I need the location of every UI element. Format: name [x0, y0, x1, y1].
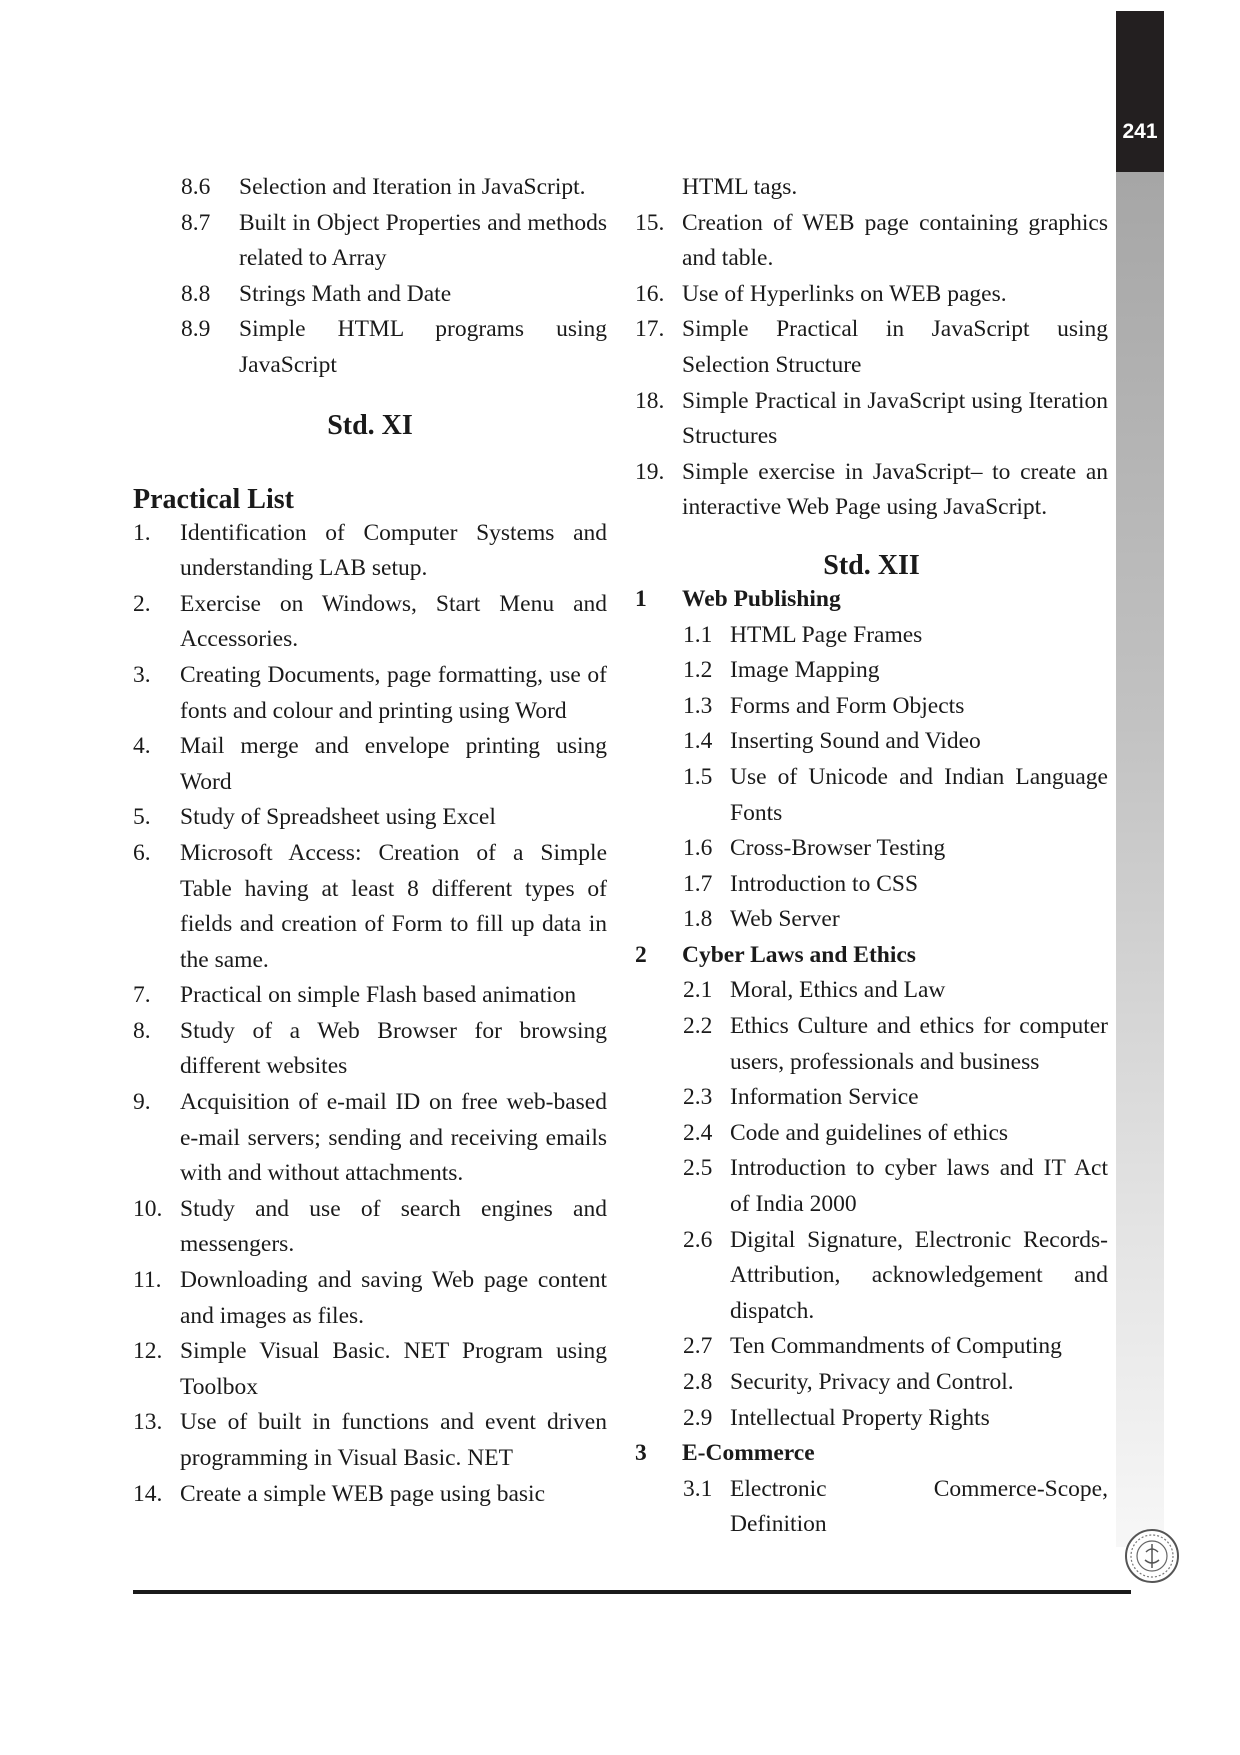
emblem-seal-icon [1124, 1528, 1180, 1584]
item-text: Simple Practical in JavaScript using Iteration Structures [682, 387, 1108, 450]
list-item [635, 831, 1108, 867]
item-number: 8. [133, 1017, 151, 1044]
item-text: Creating Documents, page formatting, use of fonts and colour and printing using Word [180, 661, 607, 724]
item-number: 2.8 [683, 1369, 713, 1395]
item-text: Simple HTML programs using JavaScript [239, 316, 607, 378]
item-number: 7. [133, 982, 151, 1009]
list-item [133, 1334, 607, 1405]
item-text: Acquisition of e-mail ID on free web-based e-mail servers; sending and receiving emails with and without attachments. [180, 1089, 607, 1187]
item-number: 2.6 [683, 1226, 713, 1253]
side-gradient-bar [1116, 172, 1164, 1547]
item-text: Digital Signature, Electronic Records-Attribution, acknowledgement and dispatch. [730, 1226, 1108, 1324]
item-number: 2.9 [683, 1404, 713, 1431]
item-text: Mail merge and envelope printing using Word [180, 733, 607, 795]
list-item [635, 1329, 1108, 1365]
item-number: 2.2 [683, 1013, 713, 1040]
item-text: Creation of WEB page containing graphics and table. [682, 209, 1108, 272]
item-text: HTML Page Frames [730, 621, 923, 648]
item-text: Use of Unicode and Indian Language Fonts [730, 763, 1108, 826]
item-number: 3. [133, 661, 151, 688]
unit-heading [635, 582, 1108, 618]
item-text: Identification of Computer Systems and understanding LAB setup. [180, 519, 607, 582]
page-number: 241 [1122, 120, 1158, 143]
item-text: Cross-Browser Testing [730, 835, 946, 862]
list-item [635, 312, 1108, 383]
item-number: 4. [133, 733, 151, 760]
list-item [133, 836, 607, 978]
list-item [635, 618, 1108, 654]
list-item [133, 978, 607, 1014]
item-number: 11. [133, 1267, 162, 1294]
item-text: Moral, Ethics and Law [730, 977, 946, 1004]
list-item [133, 1192, 607, 1263]
item-text: Introduction to cyber laws and IT Act of India 2000 [730, 1155, 1108, 1218]
item-text: Study and use of search engines and messengers. [180, 1195, 607, 1258]
item-text: Exercise on Windows, Start Menu and Accessories. [180, 590, 607, 653]
list-item [133, 658, 607, 729]
item-number: 2.1 [683, 977, 713, 1004]
std-xii-heading: Std. XII [823, 549, 920, 581]
item-number: 10. [133, 1195, 163, 1222]
item-number: 5. [133, 804, 151, 831]
item-number: 1.8 [683, 906, 713, 933]
unit-title: Web Publishing [682, 585, 841, 612]
list-item [635, 867, 1108, 903]
item-text: Simple Practical in JavaScript using Selection Structure [682, 316, 1108, 378]
item-text: Study of a Web Browser for browsing different websites [180, 1017, 607, 1080]
item-number: 1.6 [683, 835, 713, 862]
list-item [635, 1223, 1108, 1330]
item-text: Electronic Commerce-Scope, Definition [730, 1475, 1108, 1538]
item-text: Strings Math and Date [239, 280, 452, 307]
list-item [133, 312, 607, 383]
list-item [635, 1401, 1108, 1437]
bottom-rule [133, 1590, 1131, 1594]
std-xi-heading: Std. XI [327, 409, 413, 441]
item-number: 9. [133, 1089, 151, 1116]
list-item [133, 1405, 607, 1476]
list-item [635, 1080, 1108, 1116]
item-number: 2.3 [683, 1084, 713, 1111]
list-item [133, 587, 607, 658]
list-item-continuation [635, 170, 1108, 206]
item-number: 8.6 [181, 174, 211, 200]
item-number: 1.3 [683, 692, 713, 719]
item-number: 8.7 [181, 209, 211, 236]
list-item [635, 653, 1108, 689]
item-number: 2. [133, 590, 151, 617]
item-number: 18. [635, 387, 665, 414]
item-text: Create a simple WEB page using basic [180, 1480, 546, 1507]
list-item [635, 689, 1108, 725]
item-text: Forms and Form Objects [730, 692, 965, 719]
item-text: Simple exercise in JavaScript– to create an interactive Web Page using JavaScript. [682, 458, 1108, 521]
unit-title: E-Commerce [682, 1440, 815, 1467]
item-text: Selection and Iteration in JavaScript. [239, 174, 586, 200]
unit-heading [635, 938, 1108, 974]
item-number: 1.4 [683, 728, 713, 755]
practical-list-heading: Practical List [133, 483, 294, 515]
item-text: Use of Hyperlinks on WEB pages. [682, 280, 1007, 307]
item-text: Built in Object Properties and methods related to Array [239, 209, 607, 272]
list-item [133, 277, 607, 313]
unit-number: 1 [635, 585, 647, 612]
item-number: 14. [133, 1480, 163, 1507]
item-text: Ethics Culture and ethics for computer users, professionals and business [730, 1013, 1108, 1075]
unit-title: Cyber Laws and Ethics [682, 941, 916, 968]
item-text: Ten Commandments of Computing [730, 1333, 1062, 1360]
item-number: 1.1 [683, 621, 713, 648]
item-number: 6. [133, 839, 151, 866]
list-item [133, 170, 607, 206]
list-item [635, 760, 1108, 831]
item-number: 1.2 [683, 657, 713, 684]
list-item [133, 729, 607, 800]
item-number: 8.8 [181, 280, 211, 307]
item-text: Security, Privacy and Control. [730, 1369, 1014, 1395]
item-text: Code and guidelines of ethics [730, 1119, 1009, 1146]
list-item [635, 1009, 1108, 1080]
list-item [635, 455, 1108, 526]
item-text: Image Mapping [730, 657, 880, 684]
item-number: 3.1 [683, 1475, 713, 1502]
unit-heading [635, 1436, 1108, 1472]
item-number: 16. [635, 280, 665, 307]
item-number: 1.7 [683, 870, 713, 897]
list-item [635, 384, 1108, 455]
item-number: 13. [133, 1409, 163, 1436]
list-item [133, 1014, 607, 1085]
list-item [133, 1085, 607, 1192]
unit-number: 3 [635, 1440, 647, 1467]
item-text: Use of built in functions and event driven programming in Visual Basic. NET [180, 1409, 607, 1471]
item-text: Study of Spreadsheet using Excel [180, 804, 496, 831]
item-text: Downloading and saving Web page content and images as files. [180, 1267, 607, 1329]
item-text: Microsoft Access: Creation of a Simple Table having at least 8 different types of fields and creation of Form to fill up data in the same. [180, 839, 607, 973]
item-number: 2.7 [683, 1333, 713, 1360]
item-number: 2.5 [683, 1155, 713, 1182]
item-number: 19. [635, 458, 665, 485]
list-item [635, 973, 1108, 1009]
item-text: Practical on simple Flash based animation [180, 982, 577, 1009]
list-item [635, 1151, 1108, 1222]
right-column [635, 170, 1108, 1543]
list-item [635, 1472, 1108, 1543]
item-text: Simple Visual Basic. NET Program using Toolbox [180, 1338, 607, 1400]
list-item [133, 1263, 607, 1334]
item-number: 17. [635, 316, 665, 343]
list-item [635, 277, 1108, 313]
list-item [635, 902, 1108, 938]
list-item [635, 1365, 1108, 1401]
item-number: 8.9 [181, 316, 211, 343]
list-item [635, 206, 1108, 277]
list-item [133, 206, 607, 277]
unit-number: 2 [635, 941, 647, 968]
left-column [133, 170, 607, 1512]
item-text: Information Service [730, 1084, 919, 1111]
item-text: HTML tags. [682, 174, 798, 200]
item-text: Introduction to CSS [730, 870, 919, 897]
item-text: Inserting Sound and Video [730, 728, 981, 755]
item-number: 12. [133, 1338, 163, 1365]
list-item [133, 800, 607, 836]
item-text: Web Server [730, 906, 840, 933]
page-number-tab [1116, 11, 1164, 172]
list-item [133, 1477, 607, 1513]
list-item [635, 1116, 1108, 1152]
item-number: 15. [635, 209, 665, 236]
list-item [133, 516, 607, 587]
list-item [635, 724, 1108, 760]
item-number: 1. [133, 519, 151, 546]
item-number: 1.5 [683, 763, 713, 790]
item-number: 2.4 [683, 1119, 713, 1146]
item-text: Intellectual Property Rights [730, 1404, 990, 1431]
